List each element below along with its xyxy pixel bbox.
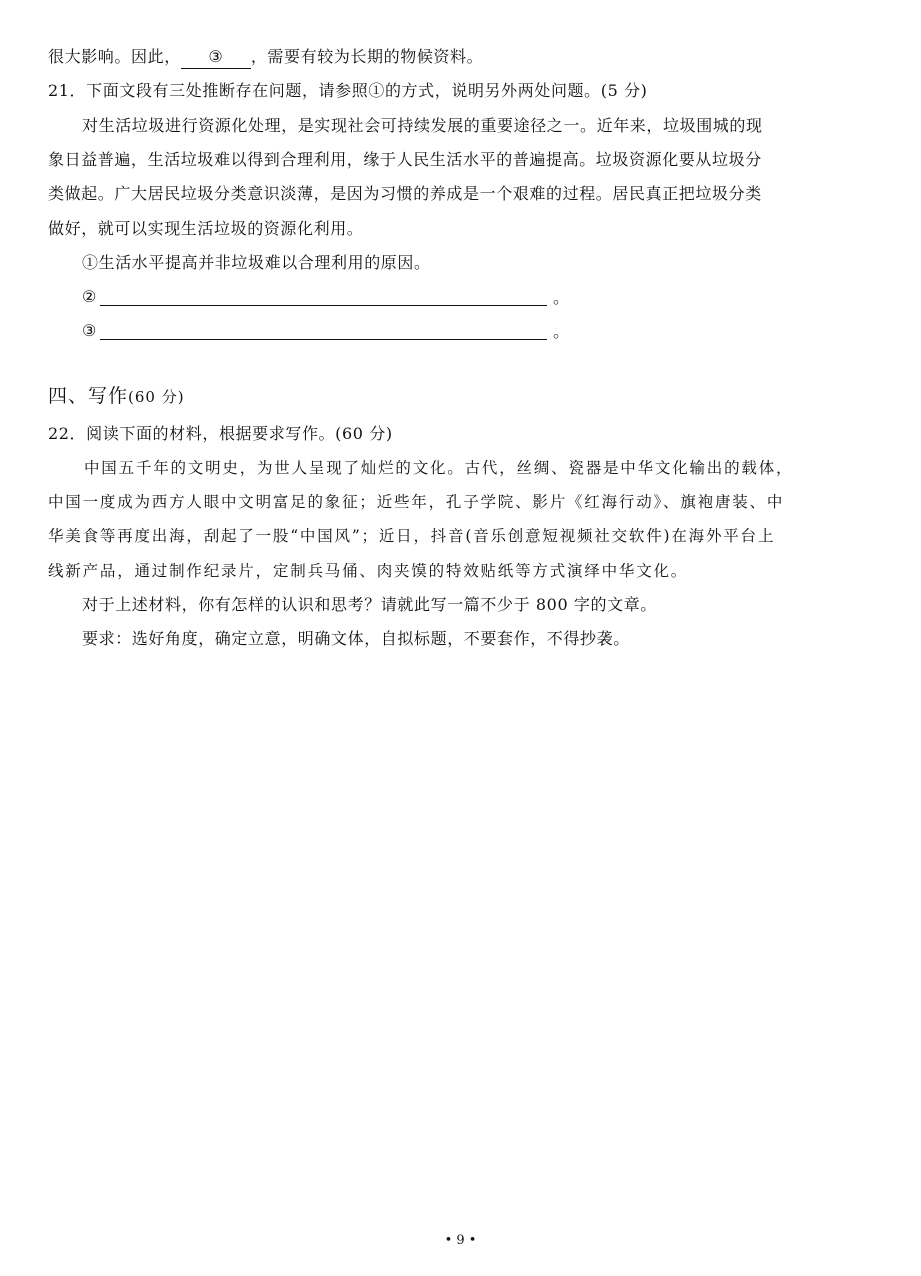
fill-blank-3: ③ xyxy=(181,46,251,69)
q22-stem: 22．阅读下面的材料，根据要求写作。(60 分) xyxy=(48,424,393,443)
prev-tail-before: 很大影响。因此， xyxy=(48,47,181,66)
q21-answer-2-line xyxy=(100,305,547,306)
prev-question-tail xyxy=(48,46,483,69)
q21-passage-line-1: 对生活垃圾进行资源化处理，是实现社会可持续发展的重要途径之一。近年来，垃圾围城的现 xyxy=(82,116,763,135)
prev-tail-after: ，需要有较为长期的物候资料。 xyxy=(250,47,484,66)
q21-passage-line-4: 做好，就可以实现生活垃圾的资源化利用。 xyxy=(48,219,364,238)
q21-answer-3-line xyxy=(100,339,547,340)
page-number: • 9 • xyxy=(444,1233,477,1248)
q21-answer-2-end: 。 xyxy=(553,288,570,307)
section-4-heading xyxy=(48,383,185,410)
q22-material-line-1: 中国五千年的文明史，为世人呈现了灿烂的文化。古代，丝绸、瓷器是中华文化输出的载体， xyxy=(84,459,794,477)
section-4-points: (60 分) xyxy=(128,388,185,406)
q22-question: 对于上述材料，你有怎样的认识和思考？请就此写一篇不少于 800 字的文章。 xyxy=(82,595,657,614)
q22-requirements: 要求：选好角度，确定立意，明确文体，自拟标题，不要套作，不得抄袭。 xyxy=(82,629,630,648)
q21-answer-3-end: 。 xyxy=(553,322,570,341)
q22-material-line-4: 线新产品，通过制作纪录片，定制兵马俑、肉夹馍的特效贴纸等方式演绎中华文化。 xyxy=(48,562,689,580)
q21-answer-3-mark: ③ xyxy=(82,321,97,340)
q21-stem: 21．下面文段有三处推断存在问题，请参照①的方式，说明另外两处问题。(5 分) xyxy=(48,81,648,100)
q21-example-answer: ①生活水平提高并非垃圾难以合理利用的原因。 xyxy=(82,253,431,272)
q22-material-line-3: 华美食等再度出海，刮起了一股“中国风”；近日，抖音(音乐创意短视频社交软件)在海外平台上 xyxy=(48,527,776,545)
q22-material-line-2: 中国一度成为西方人眼中文明富足的象征；近些年，孔子学院、影片《红海行动》、旗袍唐装、中 xyxy=(48,493,785,511)
q21-passage-line-3: 类做起。广大居民垃圾分类意识淡薄，是因为习惯的养成是一个艰难的过程。居民真正把垃圾分类 xyxy=(48,184,762,203)
q21-answer-2-mark: ② xyxy=(82,287,97,306)
section-4-title: 四、写作 xyxy=(48,385,129,407)
q21-passage-line-2: 象日益普遍，生活垃圾难以得到合理利用，缘于人民生活水平的普遍提高。垃圾资源化要从垃圾分 xyxy=(48,150,762,169)
